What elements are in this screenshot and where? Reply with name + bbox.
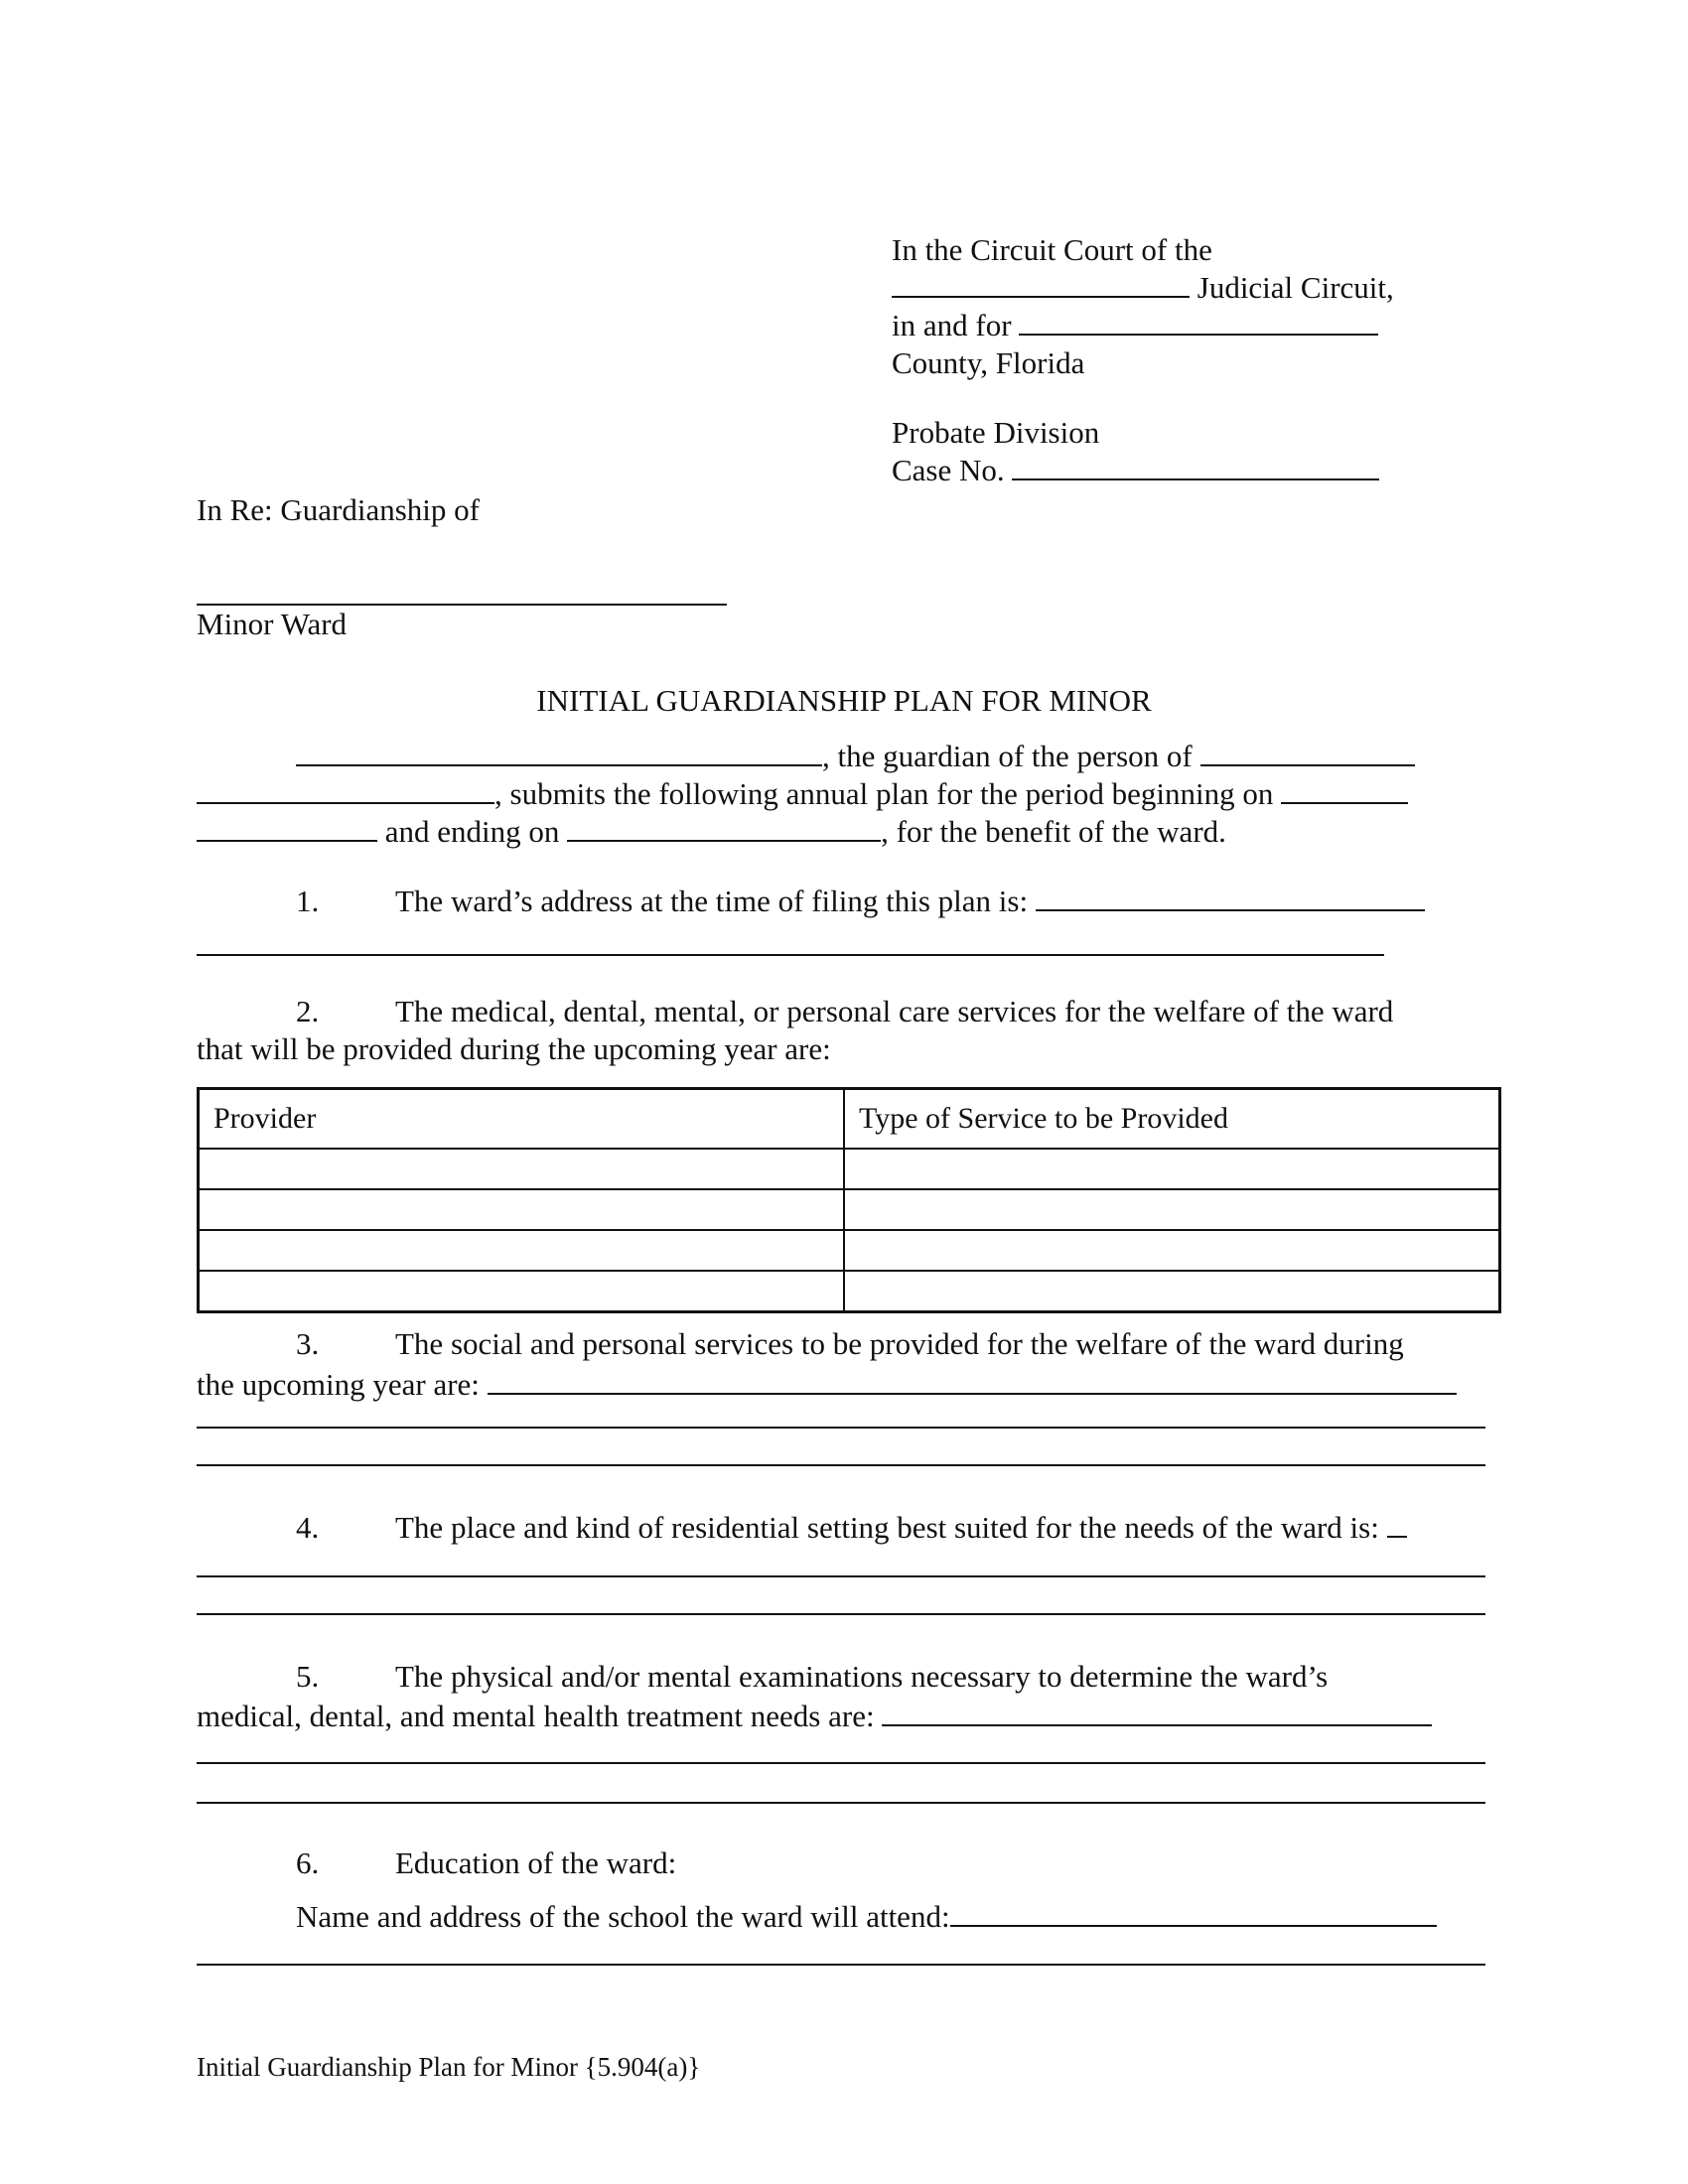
county-line: [892, 307, 1378, 344]
table-row: [199, 1230, 1500, 1271]
social-services-line-2[interactable]: [197, 1427, 1485, 1429]
residential-setting-line-2[interactable]: [197, 1575, 1485, 1577]
county-name-blank[interactable]: [1019, 308, 1378, 336]
school-line-2[interactable]: [197, 1964, 1485, 1966]
ward-person-blank-a[interactable]: [1200, 739, 1415, 766]
table-header-row: [199, 1089, 1500, 1150]
item-1-number: 1.: [296, 884, 320, 918]
item-5-number: 5.: [296, 1659, 320, 1694]
item-5: [296, 1658, 1328, 1696]
item-4: [296, 1509, 1407, 1547]
item-5-cont-line: [197, 1698, 1432, 1735]
guardian-name-blank[interactable]: [296, 739, 822, 766]
judicial-circuit-label: Judicial Circuit,: [1196, 270, 1394, 305]
intro-line-2: [197, 775, 1408, 813]
item-1: [296, 883, 1425, 920]
item-2-text-cont: that will be provided during the upcoming year are:: [197, 1031, 831, 1066]
provider-cell[interactable]: [199, 1271, 845, 1312]
item-6-number: 6.: [296, 1845, 320, 1880]
period-end-blank[interactable]: [567, 814, 881, 842]
item-6-text: Education of the ward:: [395, 1845, 677, 1880]
social-services-blank[interactable]: [488, 1367, 1457, 1395]
examinations-blank[interactable]: [882, 1699, 1432, 1726]
residential-setting-blank[interactable]: [1387, 1510, 1407, 1538]
item-5-text: The physical and/or mental examinations necessary to determine the ward’s: [395, 1659, 1329, 1694]
case-no-label: Case No.: [892, 453, 1005, 487]
provider-cell[interactable]: [199, 1230, 845, 1271]
court-name-line: In the Circuit Court of the: [892, 232, 1212, 267]
school-label: Name and address of the school the ward will attend:: [296, 1899, 950, 1934]
ward-address-blank[interactable]: [1036, 884, 1425, 911]
table-row: [199, 1271, 1500, 1312]
provider-cell[interactable]: [199, 1149, 845, 1189]
table-row: [199, 1149, 1500, 1189]
service-type-cell[interactable]: [844, 1230, 1500, 1271]
services-table: [197, 1087, 1501, 1313]
judicial-circuit-line: [892, 269, 1394, 307]
ward-address-line-2[interactable]: [197, 954, 1384, 956]
intro-line-1: [296, 738, 1415, 775]
item-2: [296, 993, 1393, 1030]
item-1-text: The ward’s address at the time of filing this plan is:: [395, 884, 1029, 918]
item-2-number: 2.: [296, 994, 320, 1028]
county-florida-label: County, Florida: [892, 345, 1085, 380]
service-type-header: Type of Service to be Provided: [844, 1089, 1500, 1150]
case-number-line: [892, 452, 1379, 489]
school-blank[interactable]: [950, 1899, 1437, 1927]
intro-part-4: , for the benefit of the ward.: [881, 814, 1226, 849]
ward-person-blank-b[interactable]: [197, 776, 494, 804]
period-begin-blank-a[interactable]: [1281, 776, 1408, 804]
minor-ward-label: Minor Ward: [197, 607, 348, 641]
item-4-number: 4.: [296, 1510, 320, 1545]
item-2-text: The medical, dental, mental, or personal care services for the welfare of the ward: [395, 994, 1394, 1028]
intro-line-3: [197, 813, 1226, 851]
residential-setting-line-3[interactable]: [197, 1613, 1485, 1615]
service-type-cell[interactable]: [844, 1189, 1500, 1230]
in-re-label: In Re: Guardianship of: [197, 492, 480, 527]
probate-division-label: Probate Division: [892, 415, 1100, 450]
intro-part-1: , the guardian of the person of: [822, 739, 1193, 773]
item-6: [296, 1844, 676, 1882]
intro-part-2: , submits the following annual plan for the period beginning on: [494, 776, 1274, 811]
item-3-text-cont: the upcoming year are:: [197, 1367, 480, 1402]
in-and-for-label: in and for: [892, 308, 1012, 342]
service-type-cell[interactable]: [844, 1271, 1500, 1312]
service-type-cell[interactable]: [844, 1149, 1500, 1189]
circuit-number-blank[interactable]: [892, 270, 1190, 298]
intro-part-3: and ending on: [384, 814, 560, 849]
table-row: [199, 1189, 1500, 1230]
period-begin-blank-b[interactable]: [197, 814, 377, 842]
document-title: INITIAL GUARDIANSHIP PLAN FOR MINOR: [536, 683, 1152, 718]
item-4-text: The place and kind of residential setting best suited for the needs of the ward is:: [395, 1510, 1379, 1545]
provider-cell[interactable]: [199, 1189, 845, 1230]
examinations-line-2[interactable]: [197, 1762, 1485, 1764]
item-3: [296, 1325, 1404, 1363]
item-3-cont-line: [197, 1366, 1457, 1404]
provider-header: Provider: [199, 1089, 845, 1150]
item-6-sub-line: [296, 1898, 1437, 1936]
footer-form-id: Initial Guardianship Plan for Minor {5.904(a)}: [197, 2052, 701, 2082]
item-3-number: 3.: [296, 1326, 320, 1361]
examinations-line-3[interactable]: [197, 1802, 1485, 1804]
item-5-text-cont: medical, dental, and mental health treatment needs are:: [197, 1699, 875, 1733]
case-number-blank[interactable]: [1012, 453, 1379, 480]
social-services-line-3[interactable]: [197, 1464, 1485, 1466]
item-3-text: The social and personal services to be provided for the welfare of the ward during: [395, 1326, 1404, 1361]
